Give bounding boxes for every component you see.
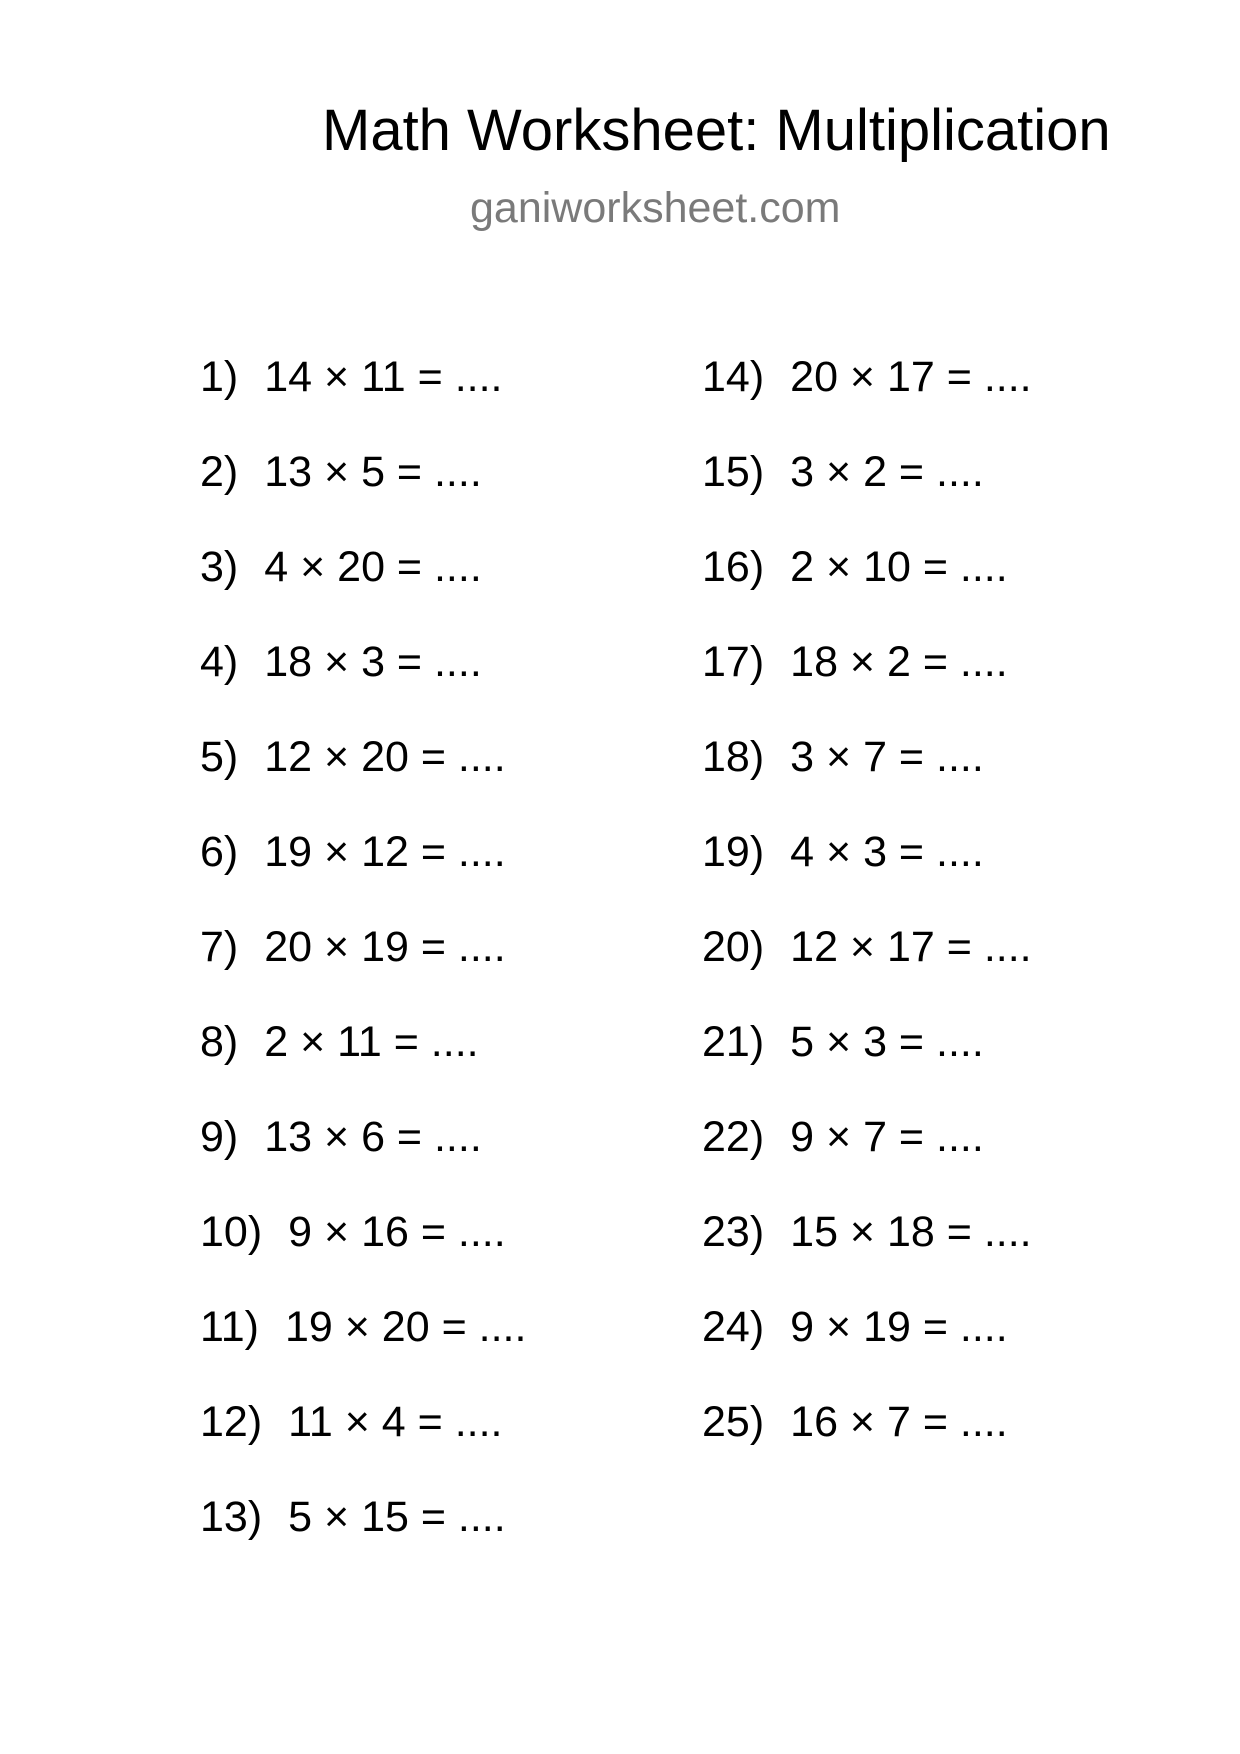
problem-expression: 3 × 2 = .... bbox=[790, 448, 984, 496]
problem-number: 10) bbox=[200, 1208, 263, 1256]
problem-number: 9) bbox=[200, 1113, 239, 1161]
problem-item bbox=[200, 1491, 526, 1586]
problem-expression: 12 × 17 = .... bbox=[790, 923, 1032, 971]
problem-list-right bbox=[702, 351, 1032, 1491]
problem-number: 14) bbox=[702, 353, 765, 401]
problem-item bbox=[200, 351, 526, 446]
problem-expression: 5 × 15 = .... bbox=[288, 1493, 506, 1541]
problem-expression: 3 × 7 = .... bbox=[790, 733, 984, 781]
problem-number: 2) bbox=[200, 448, 239, 496]
problem-number: 13) bbox=[200, 1493, 263, 1541]
problem-item bbox=[200, 1206, 526, 1301]
problem-number: 21) bbox=[702, 1018, 765, 1066]
problem-expression: 18 × 3 = .... bbox=[264, 638, 482, 686]
problem-item bbox=[702, 1016, 1032, 1111]
problem-expression: 15 × 18 = .... bbox=[790, 1208, 1032, 1256]
problem-item bbox=[200, 731, 526, 826]
problem-item bbox=[200, 826, 526, 921]
problem-item bbox=[200, 541, 526, 636]
problem-item bbox=[200, 1111, 526, 1206]
problem-number: 20) bbox=[702, 923, 765, 971]
problem-number: 3) bbox=[200, 543, 239, 591]
problem-expression: 9 × 7 = .... bbox=[790, 1113, 984, 1161]
problem-number: 7) bbox=[200, 923, 239, 971]
problem-number: 23) bbox=[702, 1208, 765, 1256]
problem-item bbox=[702, 731, 1032, 826]
problem-item bbox=[702, 1111, 1032, 1206]
problem-expression: 12 × 20 = .... bbox=[264, 733, 506, 781]
problem-number: 24) bbox=[702, 1303, 765, 1351]
problem-item bbox=[200, 1396, 526, 1491]
problem-number: 19) bbox=[702, 828, 765, 876]
problem-expression: 18 × 2 = .... bbox=[790, 638, 1008, 686]
problem-expression: 11 × 4 = .... bbox=[288, 1398, 503, 1446]
problem-number: 6) bbox=[200, 828, 239, 876]
problem-number: 16) bbox=[702, 543, 765, 591]
problem-item bbox=[200, 1016, 526, 1111]
problem-number: 1) bbox=[200, 353, 239, 401]
problem-number: 4) bbox=[200, 638, 239, 686]
problem-expression: 5 × 3 = .... bbox=[790, 1018, 984, 1066]
problem-expression: 9 × 19 = .... bbox=[790, 1303, 1008, 1351]
problem-expression: 14 × 11 = .... bbox=[264, 353, 503, 401]
problem-number: 22) bbox=[702, 1113, 765, 1161]
problem-number: 5) bbox=[200, 733, 239, 781]
problem-item bbox=[702, 541, 1032, 636]
problem-item bbox=[702, 636, 1032, 731]
problem-number: 25) bbox=[702, 1398, 765, 1446]
page-title: Math Worksheet: Multiplication bbox=[322, 98, 1111, 163]
problem-expression: 13 × 5 = .... bbox=[264, 448, 482, 496]
problem-number: 8) bbox=[200, 1018, 239, 1066]
problem-item bbox=[702, 921, 1032, 1016]
problem-item bbox=[200, 636, 526, 731]
problem-item bbox=[702, 1396, 1032, 1491]
problem-number: 18) bbox=[702, 733, 765, 781]
problem-expression: 20 × 17 = .... bbox=[790, 353, 1032, 401]
problem-expression: 2 × 11 = .... bbox=[264, 1018, 479, 1066]
problem-item bbox=[200, 1301, 526, 1396]
problem-expression: 13 × 6 = .... bbox=[264, 1113, 482, 1161]
problem-expression: 2 × 10 = .... bbox=[790, 543, 1008, 591]
problem-item bbox=[200, 446, 526, 541]
problem-number: 12) bbox=[200, 1398, 263, 1446]
problem-expression: 4 × 3 = .... bbox=[790, 828, 984, 876]
problem-expression: 19 × 20 = .... bbox=[284, 1303, 527, 1351]
site-name: ganiworksheet.com bbox=[470, 184, 841, 232]
problem-item bbox=[702, 1206, 1032, 1301]
problem-number: 17) bbox=[702, 638, 765, 686]
problem-item bbox=[702, 351, 1032, 446]
problem-item bbox=[200, 921, 526, 1016]
problem-number: 11) bbox=[200, 1303, 259, 1351]
problem-list-left bbox=[200, 351, 526, 1586]
problem-expression: 20 × 19 = .... bbox=[264, 923, 506, 971]
problem-expression: 9 × 16 = .... bbox=[288, 1208, 506, 1256]
problem-expression: 16 × 7 = .... bbox=[790, 1398, 1008, 1446]
problem-item bbox=[702, 446, 1032, 541]
problem-expression: 19 × 12 = .... bbox=[264, 828, 506, 876]
problem-item bbox=[702, 826, 1032, 921]
problem-item bbox=[702, 1301, 1032, 1396]
problem-number: 15) bbox=[702, 448, 765, 496]
problem-expression: 4 × 20 = .... bbox=[264, 543, 482, 591]
